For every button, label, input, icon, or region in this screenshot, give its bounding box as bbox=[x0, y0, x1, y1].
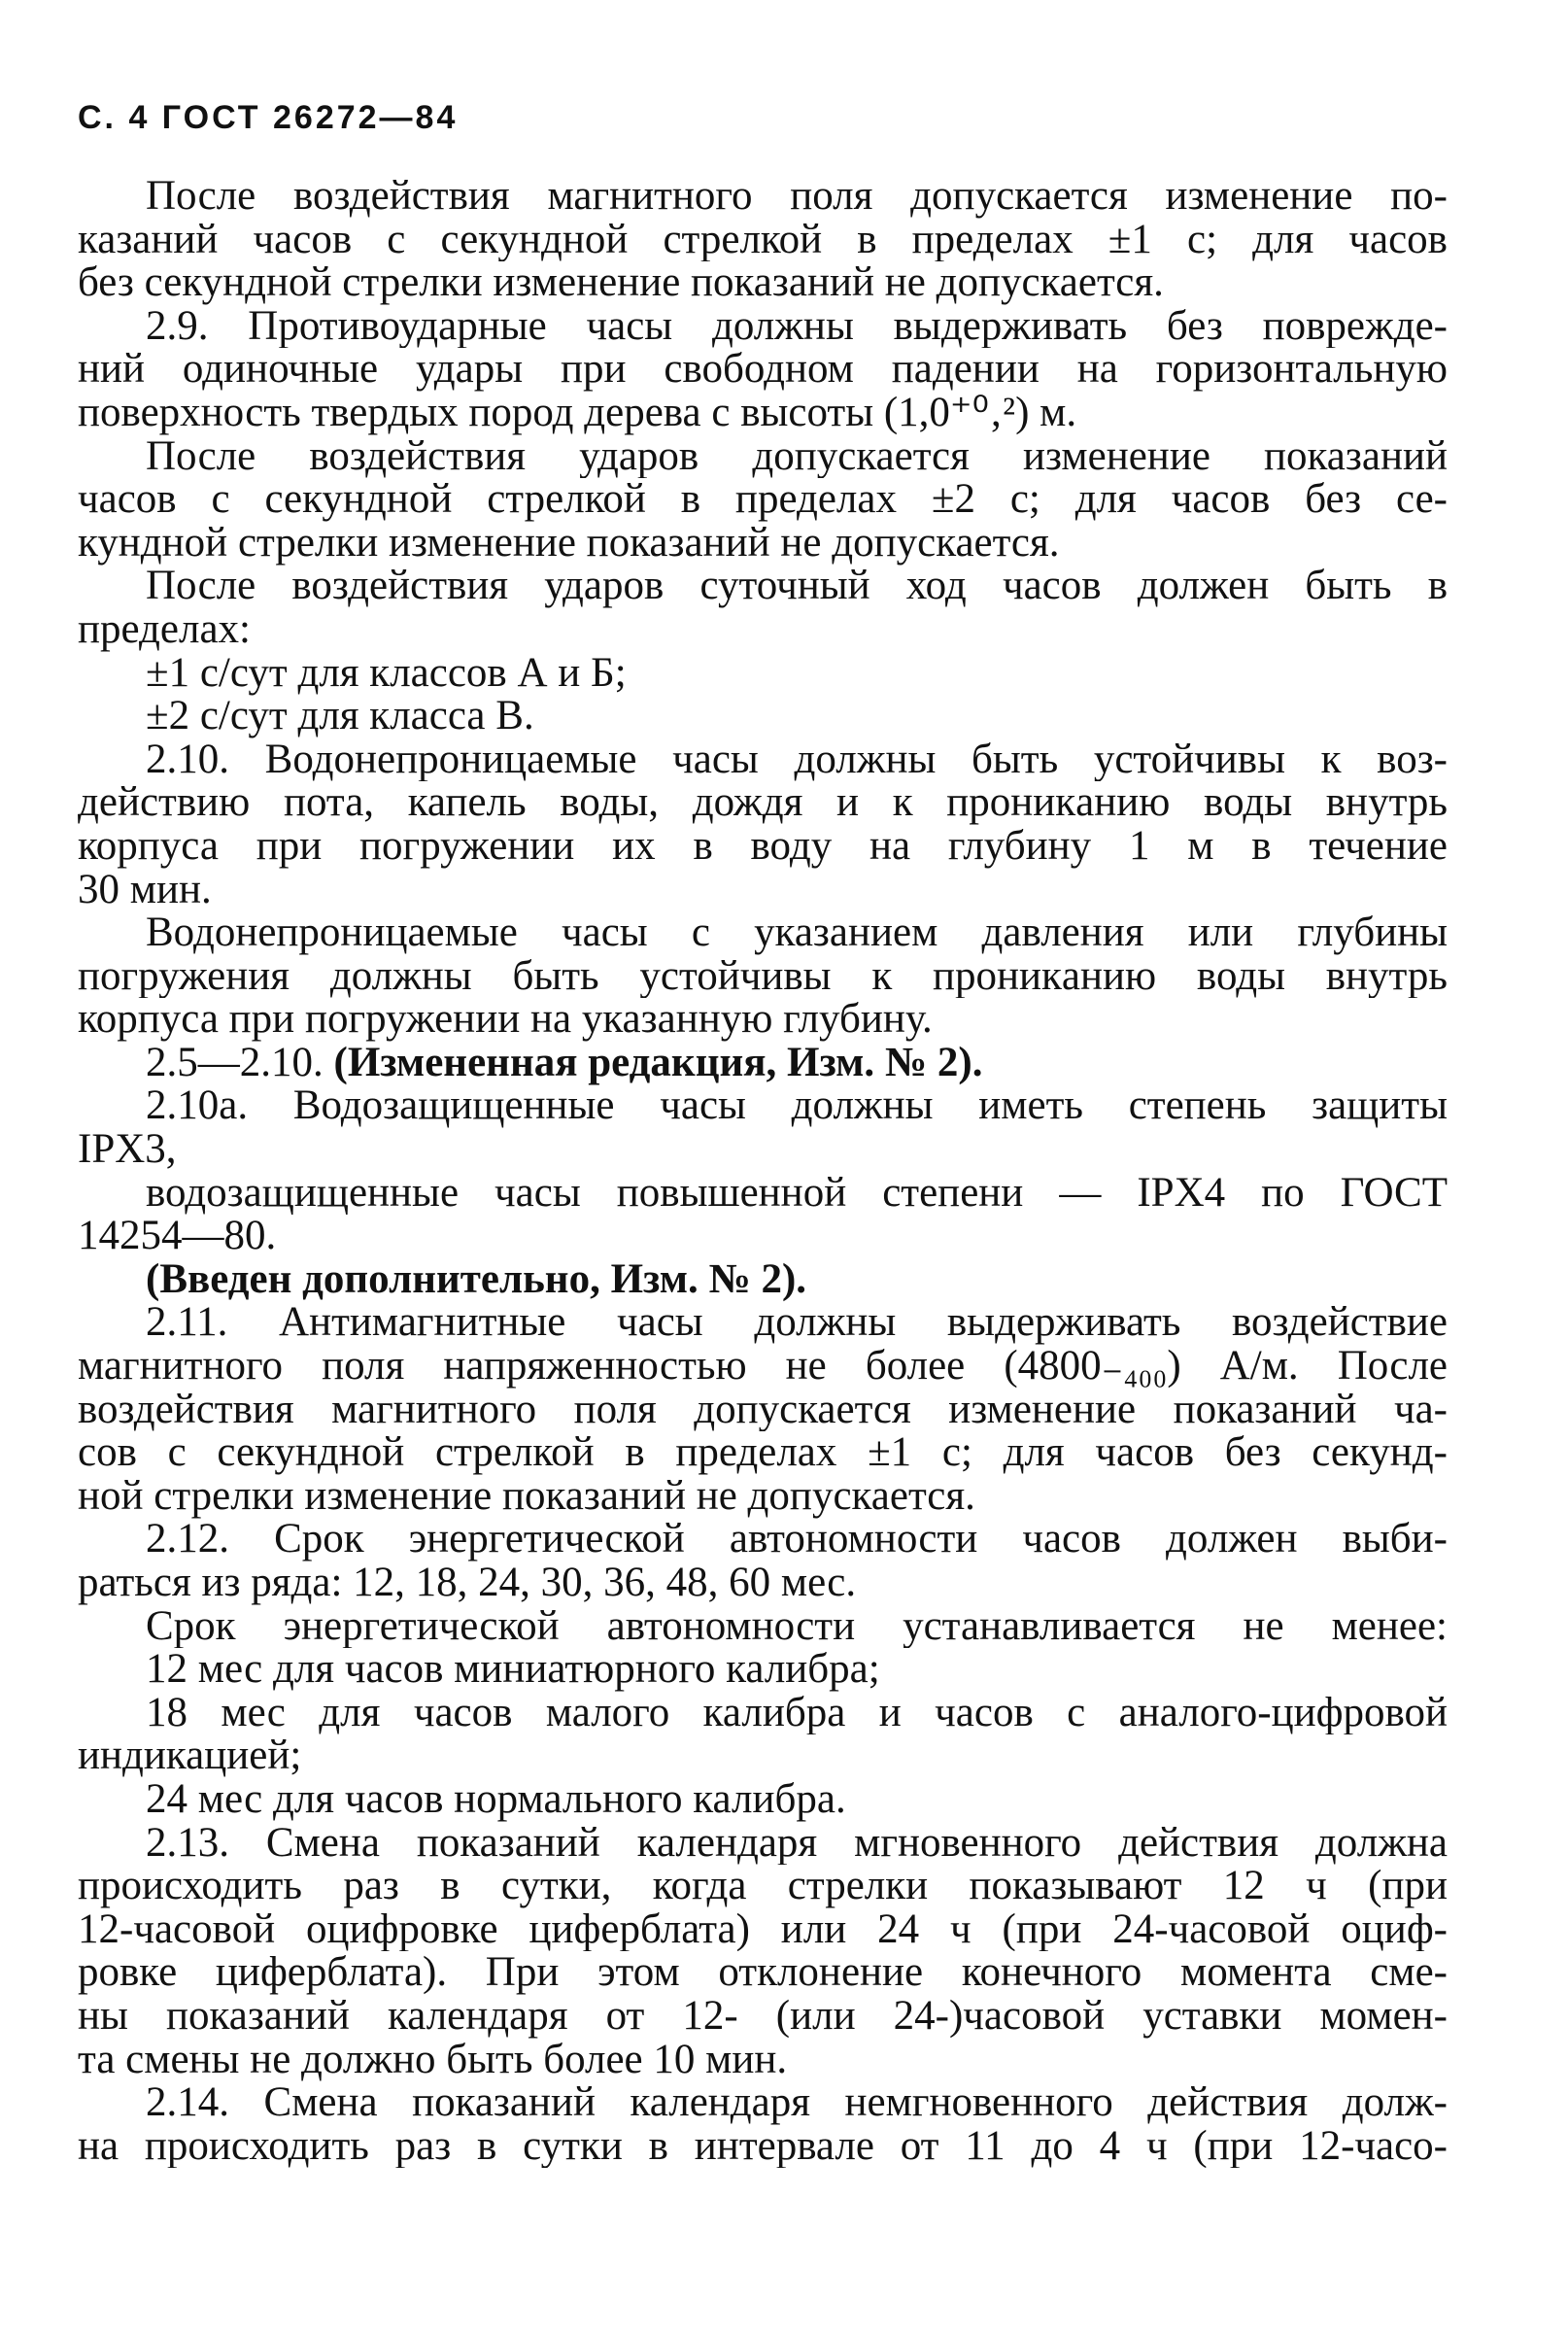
text-line: индикацией; bbox=[78, 1733, 302, 1779]
text-line: 18 мес для часов малого калибра и часов с аналого-цифровой bbox=[146, 1691, 1448, 1735]
text-line: на происходить раз в сутки в интервале от 11 до 4 ч (при 12-часо- bbox=[78, 2124, 1448, 2169]
text-line: ной стрелки изменение показаний не допускается. bbox=[78, 1472, 975, 1519]
text-line: сов с секундной стрелкой в пределах ±1 с; для часов без секунд- bbox=[78, 1431, 1448, 1475]
text-line: 2.11. Антимагнитные часы должны выдерживать воздействие bbox=[146, 1301, 1448, 1346]
text-line: (Введен дополнительно, Изм. № 2). bbox=[146, 1255, 807, 1302]
text-line: воздействия магнитного поля допускается изменение показаний ча- bbox=[78, 1388, 1448, 1432]
text-line: корпуса при погружении на указанную глубину. bbox=[78, 996, 933, 1043]
text-line: поверхность твердых пород дерева с высоты (1,0⁺⁰‚²) м. bbox=[78, 389, 1077, 435]
text-line: действию пота, капель воды, дождя и к проникaнию воды внутрь bbox=[78, 781, 1448, 825]
text-line: 2.13. Смена показаний календаря мгновенного действия должна bbox=[146, 1821, 1448, 1866]
text-line: ны показаний календаря от 12- (или 24-)часовой уставки момен- bbox=[78, 1994, 1448, 2039]
text-line: 14254—80. bbox=[78, 1213, 277, 1259]
text-line: 2.10а. Водозащищенные часы должны иметь степень защиты bbox=[146, 1084, 1448, 1129]
text-line: та смены не должно быть более 10 мин. bbox=[78, 2036, 788, 2082]
text-line: ±1 с/сут для классов А и Б; bbox=[146, 649, 627, 696]
text-line: 12-часовой оцифровке циферблата) или 24 ч (при 24-часовой оциф- bbox=[78, 1907, 1448, 1952]
text-line: 2.12. Срок энергетической автономности часов должен выби- bbox=[146, 1518, 1448, 1562]
text-line: погружения должны быть устойчивы к проникaнию воды внутрь bbox=[78, 954, 1448, 999]
text-line: пределах: bbox=[78, 605, 251, 652]
text-line: 24 мес для часов нормального калибра. bbox=[146, 1775, 846, 1822]
text-line: раться из ряда: 12, 18, 24, 30, 36, 48, 60 мес. bbox=[78, 1560, 857, 1605]
text-line: ний одиночные удары при свободном падении на горизонтальную bbox=[78, 348, 1448, 392]
text-line: кундной стрелки изменение показаний не допускается. bbox=[78, 519, 1060, 566]
text-line: казаний часов с секундной стрелкой в пределах ±1 с; для часов bbox=[78, 218, 1448, 262]
text-line: корпуса при погружении их в воду на глубину 1 м в течение bbox=[78, 824, 1448, 869]
text-line: ровке циферблата). При этом отклонение конечного момента сме- bbox=[78, 1951, 1448, 1995]
text-line: ±2 с/сут для класса В. bbox=[146, 693, 534, 739]
text-line: водозащищенные часы повышенной степени — IPX4 по ГОСТ bbox=[146, 1171, 1448, 1216]
page-header: С. 4 ГОСТ 26272—84 bbox=[78, 99, 459, 136]
text-line: 2.5—2.10. (Измененная редакция, Изм. № 2). bbox=[146, 1039, 983, 1085]
bold-fragment: (Измененная редакция, Изм. № 2). bbox=[333, 1039, 983, 1085]
text-line: часов с секундной стрелкой в пределах ±2 с; для часов без се- bbox=[78, 478, 1448, 522]
text-line: 12 мес для часов миниатюрного калибра; bbox=[146, 1646, 880, 1693]
text-line: 2.9. Противоударные часы должны выдерживать без поврежде- bbox=[146, 304, 1448, 349]
text-line: магнитного поля напряженностью не более (4800₋₄₀₀) А/м. После bbox=[78, 1345, 1448, 1389]
text-line: происходить раз в сутки, когда стрелки показывают 12 ч (при bbox=[78, 1865, 1448, 1908]
text-line: IPX3, bbox=[78, 1126, 177, 1173]
text-line: Срок энергетической автономности устанавливается не менее: bbox=[146, 1604, 1448, 1649]
text-line: После воздействия магнитного поля допускается изменение по- bbox=[146, 175, 1448, 219]
text-line: После воздействия ударов суточный ход часов должен быть в bbox=[146, 565, 1448, 608]
text-line: Водонепроницаемые часы с указанием давления или глубины bbox=[146, 911, 1448, 955]
text-line: После воздействия ударов допускается изменение показаний bbox=[146, 434, 1448, 479]
text-line: 2.10. Водонепроницаемые часы должны быть устойчивы к воз- bbox=[146, 738, 1448, 782]
text-line: 30 мин. bbox=[78, 866, 212, 912]
text-line: 2.14. Смена показаний календаря немгновенного действия долж- bbox=[146, 2081, 1448, 2125]
text-line: без секундной стрелки изменение показаний не допускается. bbox=[78, 259, 1164, 306]
body-text bbox=[78, 175, 1448, 2169]
